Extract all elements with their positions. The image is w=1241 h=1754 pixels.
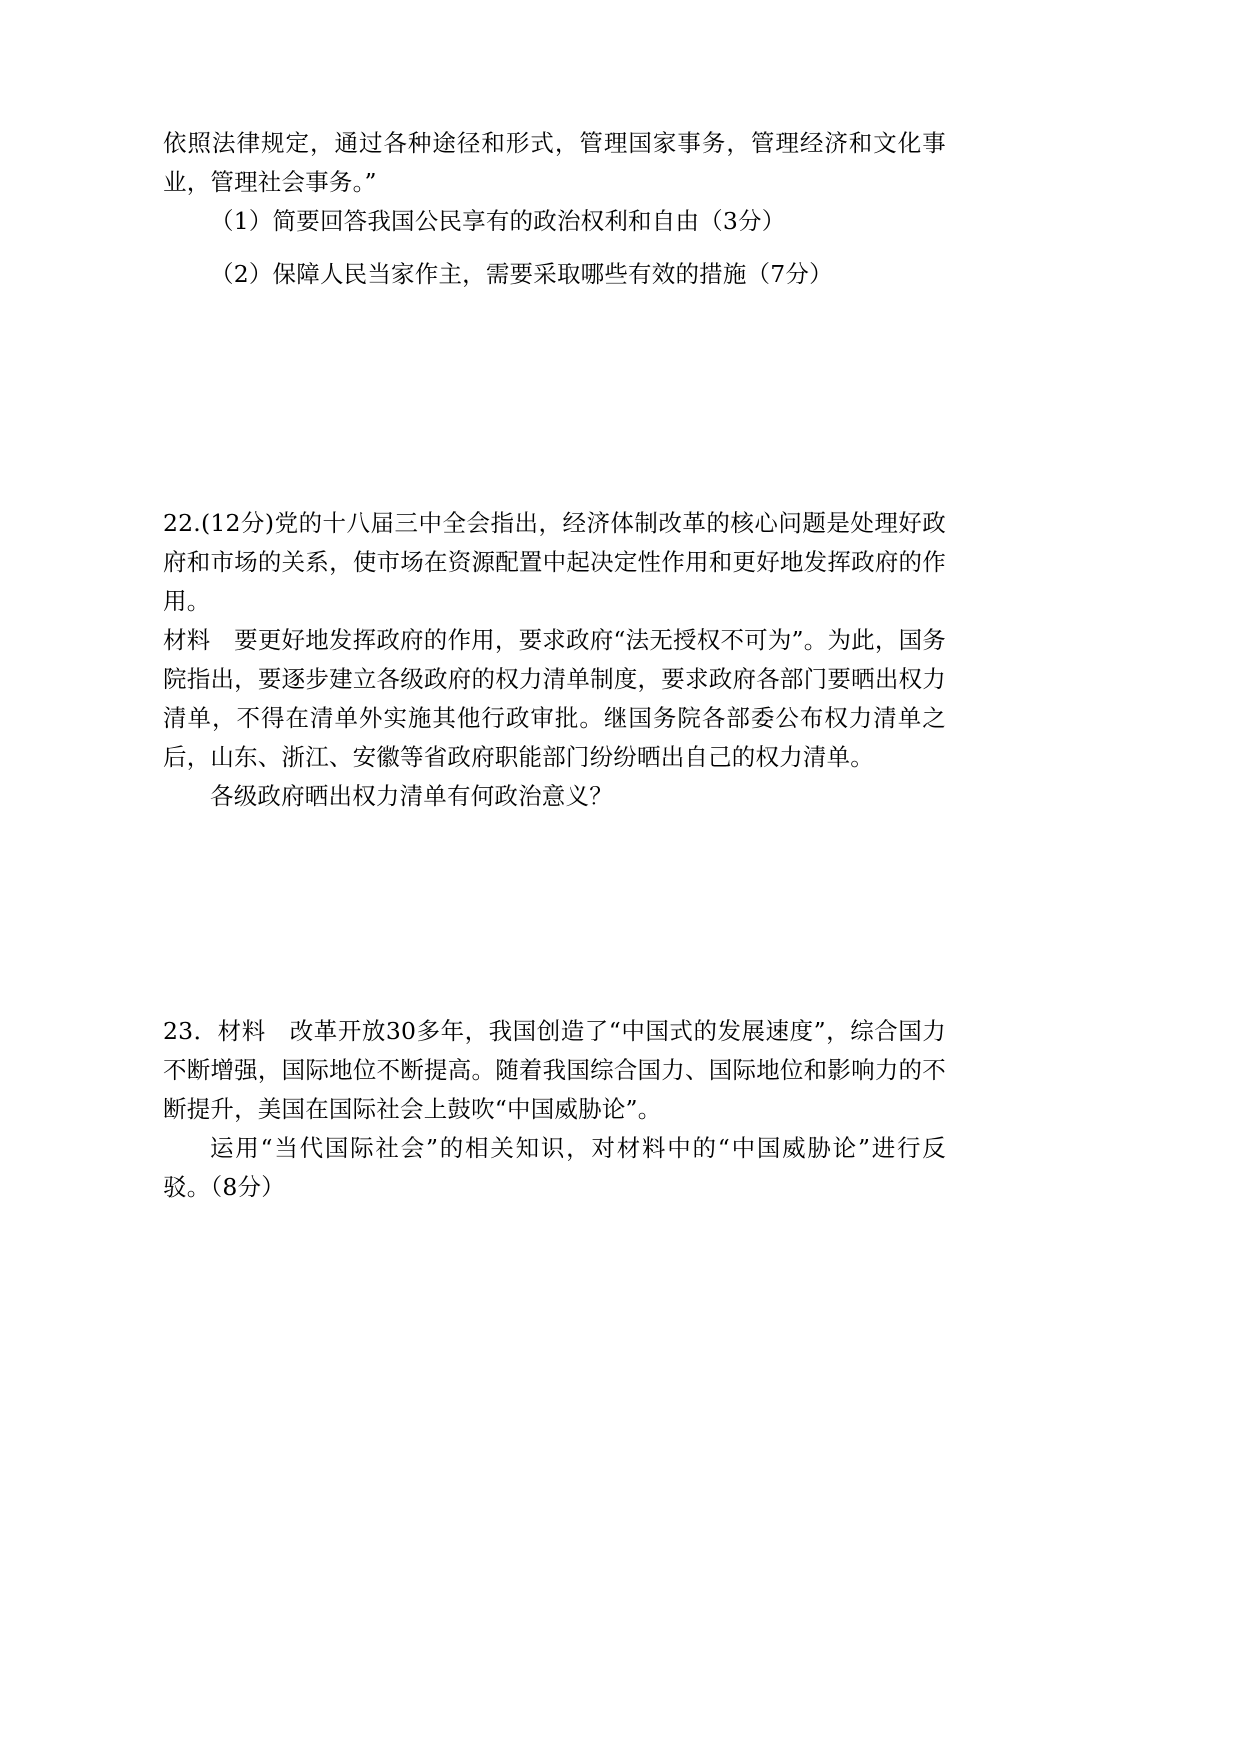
question-23-material: 23．材料 改革开放30多年，我国创造了“中国式的发展速度”，综合国力不断增强，国际地位不断提高。随着我国综合国力、国际地位和影响力的不断提升，美国在国际社会上鼓吹“中国威胁论”。 bbox=[163, 1017, 946, 1123]
answer-space-21-2 bbox=[163, 294, 946, 504]
question-21-sub-2: （2）保障人民当家作主，需要采取哪些有效的措施（7分） bbox=[210, 260, 833, 288]
question-23-question: 运用“当代国际社会”的相关知识，对材料中的“中国威胁论”进行反驳。（8分） bbox=[163, 1134, 946, 1201]
answer-space-22 bbox=[163, 816, 946, 1012]
answer-space-21-1 bbox=[163, 241, 946, 255]
question-22-stem: 22.(12分)党的十八届三中全会指出，经济体制改革的核心问题是处理好政府和市场的关系，使市场在资源配置中起决定性作用和更好地发挥政府的作用。 bbox=[163, 509, 946, 615]
continued-quote-paragraph: 依照法律规定，通过各种途径和形式，管理国家事务，管理经济和文化事业，管理社会事务。” bbox=[163, 129, 946, 196]
page-content bbox=[163, 124, 946, 1417]
question-22-material: 材料 要更好地发挥政府的作用，要求政府“法无授权不可为”。为此，国务院指出，要逐步建立各级政府的权力清单制度，要求政府各部门要晒出权力清单，不得在清单外实施其他行政审批。继国务院各部委公布权力清单之后，山东、浙江、安徽等省政府职能部门纷纷晒出自己的权力清单。 bbox=[163, 626, 946, 771]
question-22-question: 各级政府晒出权力清单有何政治意义？ bbox=[210, 782, 613, 810]
answer-space-23 bbox=[163, 1207, 946, 1417]
question-21-sub-1: （1）简要回答我国公民享有的政治权利和自由（3分） bbox=[210, 207, 786, 235]
